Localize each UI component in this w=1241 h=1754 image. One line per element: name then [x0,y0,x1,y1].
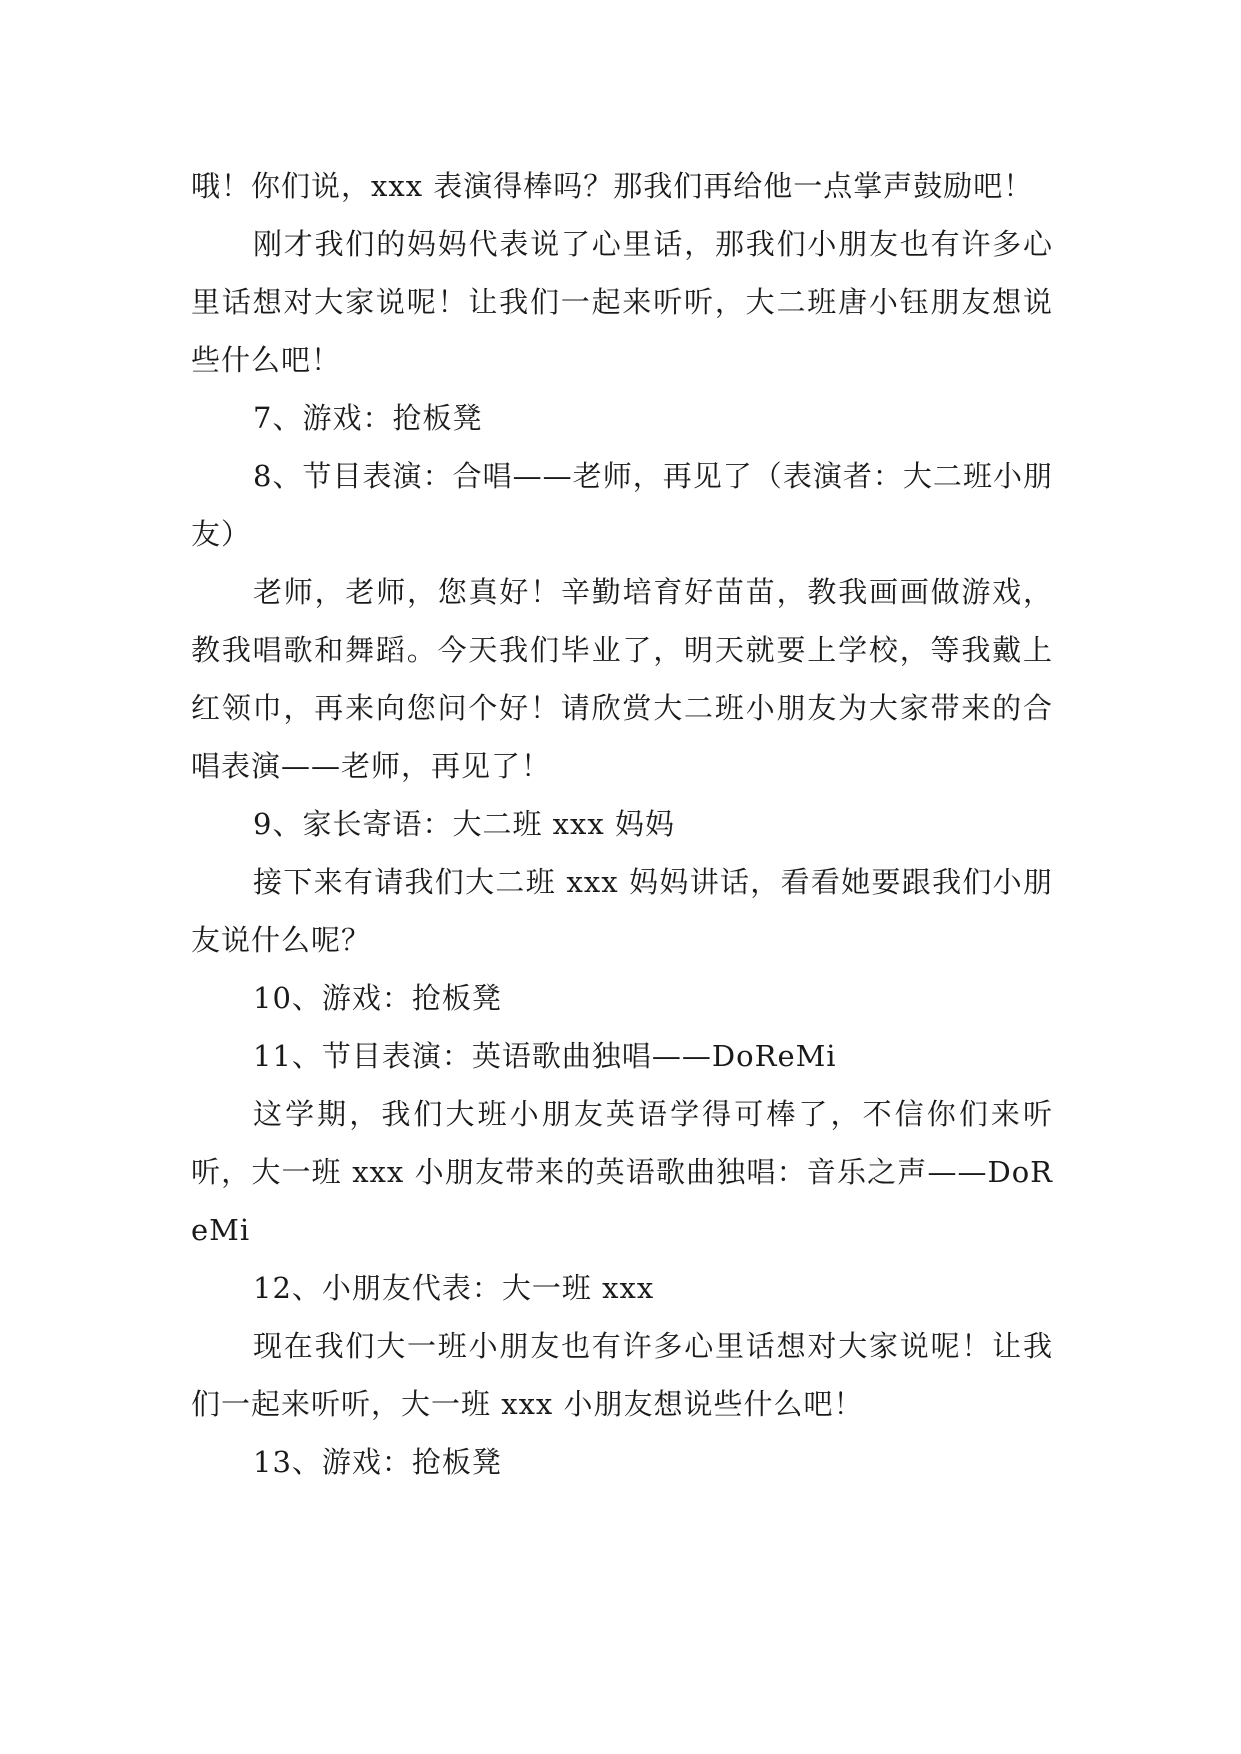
document-body [191,157,1053,1491]
paragraph-child-speech-intro: 刚才我们的妈妈代表说了心里话，那我们小朋友也有许多心里话想对大家说呢！让我们一起来听听，大二班唐小钰朋友想说些什么吧！ [191,227,1053,377]
program-item-11: 11、节目表演：英语歌曲独唱——DoReMi [253,1039,837,1073]
program-item-13: 13、游戏：抢板凳 [253,1445,502,1479]
program-item-7: 7、游戏：抢板凳 [253,401,483,435]
paragraph-parent-speech-intro: 接下来有请我们大二班 xxx 妈妈讲话，看看她要跟我们小朋友说什么呢？ [191,865,1053,957]
program-item-9: 9、家长寄语：大二班 xxx 妈妈 [253,807,675,841]
paragraph-praise: 哦！你们说，xxx 表演得棒吗？那我们再给他一点掌声鼓励吧！ [191,169,1034,203]
program-item-12: 12、小朋友代表：大一班 xxx [253,1271,655,1305]
paragraph-english-song-intro: 这学期，我们大班小朋友英语学得可棒了，不信你们来听听，大一班 xxx 小朋友带来的英语歌曲独唱：音乐之声——DoReMi [191,1097,1053,1247]
program-item-8: 8、节目表演：合唱——老师，再见了（表演者：大二班小朋友） [191,459,1053,551]
paragraph-class-one-speech-intro: 现在我们大一班小朋友也有许多心里话想对大家说呢！让我们一起来听听，大一班 xxx 小朋友想说些什么吧！ [191,1329,1053,1421]
paragraph-chorus-intro: 老师，老师，您真好！辛勤培育好苗苗，教我画画做游戏，教我唱歌和舞蹈。今天我们毕业了，明天就要上学校，等我戴上红领巾，再来向您问个好！请欣赏大二班小朋友为大家带来的合唱表演——老师，再见了！ [191,575,1053,783]
program-item-10: 10、游戏：抢板凳 [253,981,502,1015]
